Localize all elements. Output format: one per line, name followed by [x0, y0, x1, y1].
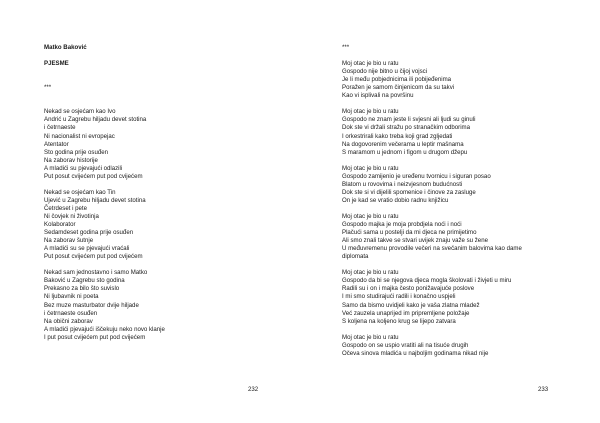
verse-line: Ujević u Zagrebu hiljadu devet stotina	[44, 196, 146, 204]
stanza	[342, 213, 582, 261]
stanza	[44, 189, 284, 261]
verse-line: Moj otac je bio u ratu	[342, 108, 399, 116]
verse-line: Na zaborav historije	[44, 156, 98, 164]
verse-line: Plačući sama u postelji da mi djeca ne primijetimo	[342, 229, 477, 237]
verse-line: S maramom u jednom i figom u drugom džepu	[342, 148, 468, 156]
verse-line: Moj otac je bio u ratu	[342, 269, 399, 277]
verse-line: I put posut cvijećem put pod cvijećem	[44, 333, 146, 341]
verse-line: Sto godina prije osuđen	[44, 148, 109, 156]
verse-line: Gospodo zamijenio je uređenu tvornicu i siguran posao	[342, 172, 491, 180]
verse-line: Ni čovjek ni životinja	[44, 212, 99, 220]
verse-line: Blatom u rovovima i neizvjesnom budućnosti	[342, 180, 463, 188]
verse-line: Gospodo da bi se njegova djeca mogla školovati i živjeti u miru	[342, 277, 512, 285]
verse-line: Gospodo nije bitno u čijoj vojsci	[342, 68, 428, 76]
verse-line: Prekasno za bilo što suvislo	[44, 285, 120, 293]
verse-line: A mladići pjevajući iščekuju neko novo klanje	[44, 325, 165, 333]
verse-line: i četrnaeste	[44, 124, 76, 132]
verse-line: Očeva sinova mladića u najboljim godinama nikad nije	[342, 349, 489, 357]
author-name: Matko Baković	[44, 44, 87, 51]
verse-line: Kolaborator	[44, 221, 76, 229]
verse-line: A mladići su pjevajući odlazili	[44, 164, 123, 172]
verse-line: Nekad se osjećam kao Tin	[44, 188, 116, 196]
verse-line: Gospodo ne znam jeste li svjesni ali ljudi su ginuli	[342, 116, 476, 124]
stanza	[342, 334, 582, 358]
verse-line: Nekad se osjećam kao Ivo	[44, 108, 116, 116]
right-text-column	[342, 44, 582, 358]
verse-line: i četrnaeste osuđen	[44, 309, 98, 317]
poem-collection-title: PJESME	[44, 60, 69, 68]
verse-line: diplomata	[342, 253, 369, 261]
verse-line: I orkestrirali kako treba koji grad zgljedati	[342, 132, 453, 140]
verse-line: Sedamdeset godina prije osuđen	[44, 229, 134, 237]
verse-line: Ni ljubavnik ni poeta	[44, 293, 99, 301]
verse-line: Gospodo on se uspio vratiti ali na tisuće drugih	[342, 341, 469, 349]
verse-line: Samo da bismo uvidjeli kako je vaša zlatna mladež	[342, 301, 480, 309]
verse-line: Baković u Zagrebu sto godina	[44, 277, 125, 285]
verse-line: I mi smo studirajući radili i konačno uspjeli	[342, 293, 456, 301]
verse-line: Na obični zaborav	[44, 317, 93, 325]
stanza	[342, 165, 582, 205]
verse-line: Moj otac je bio u ratu	[342, 164, 399, 172]
section-separator: ***	[342, 44, 350, 51]
right-stanzas	[342, 60, 582, 358]
verse-line: Kao vi isplivali na površinu	[342, 92, 414, 100]
verse-line: Poražen je samom činjenicom da su takvi	[342, 84, 455, 92]
stanza	[44, 269, 284, 341]
verse-line: Atentator	[44, 140, 69, 148]
verse-line: Dok ste si vi dijelili spomenice i činove za zasluge	[342, 188, 476, 196]
verse-line: Radili su i on i majka često ponižavajuće poslove	[342, 285, 475, 293]
verse-line: Na dogovorenim večerama u leptir mašnama	[342, 140, 464, 148]
verse-line: Moj otac je bio u ratu	[342, 333, 399, 341]
left-stanzas	[44, 108, 284, 341]
verse-line: On je kad se vratio dobio radnu knjižicu	[342, 196, 449, 204]
page-number-right: 233	[538, 386, 549, 393]
verse-line: Ali smo znali takve se stvari uvijek znaju važe su žene	[342, 237, 488, 245]
verse-line: Put posut cvijećem put pod cvijećem	[44, 253, 143, 261]
stanza	[342, 60, 582, 100]
section-separator: ***	[44, 84, 52, 92]
stanza	[44, 108, 284, 180]
verse-line: Moj otac je bio u ratu	[342, 212, 399, 220]
verse-line: U međuvremenu provodile večeri na svečanim balovima kao dame	[342, 245, 522, 253]
page-number-left: 232	[248, 386, 259, 393]
verse-line: Nekad sam jednostavno i samo Matko	[44, 269, 148, 277]
verse-line: Put posut cvijećem put pod cvijećem	[44, 172, 143, 180]
verse-line: Na zaborav šutnje	[44, 237, 94, 245]
verse-line: Već zauzela unaprijed im pripremljene položaje	[342, 309, 470, 317]
stanza	[342, 269, 582, 325]
verse-line: Moj otac je bio u ratu	[342, 60, 399, 68]
verse-line: Je li među pobjednicima ili pobijeđenima	[342, 76, 452, 84]
right-page	[300, 0, 600, 423]
verse-line: Gospodo majka je moja probdjela noći i noći	[342, 221, 462, 229]
verse-line: S koljena na koljeno krug se lijepo zatvara	[342, 317, 456, 325]
verse-line: Bez muze masturbator dvije hiljade	[44, 301, 139, 309]
verse-line: Dok ste vi držali stražu po stranačkim odborima	[342, 124, 471, 132]
verse-line: A mladići su se pjevajući vraćali	[44, 245, 130, 253]
verse-line: Četrdeset i pete	[44, 204, 88, 212]
verse-line: Andrić u Zagrebu hiljadu devet stotina	[44, 116, 147, 124]
left-text-column	[44, 44, 284, 342]
verse-line: Ni nacionalist ni evropejac	[44, 132, 115, 140]
stanza	[342, 108, 582, 156]
